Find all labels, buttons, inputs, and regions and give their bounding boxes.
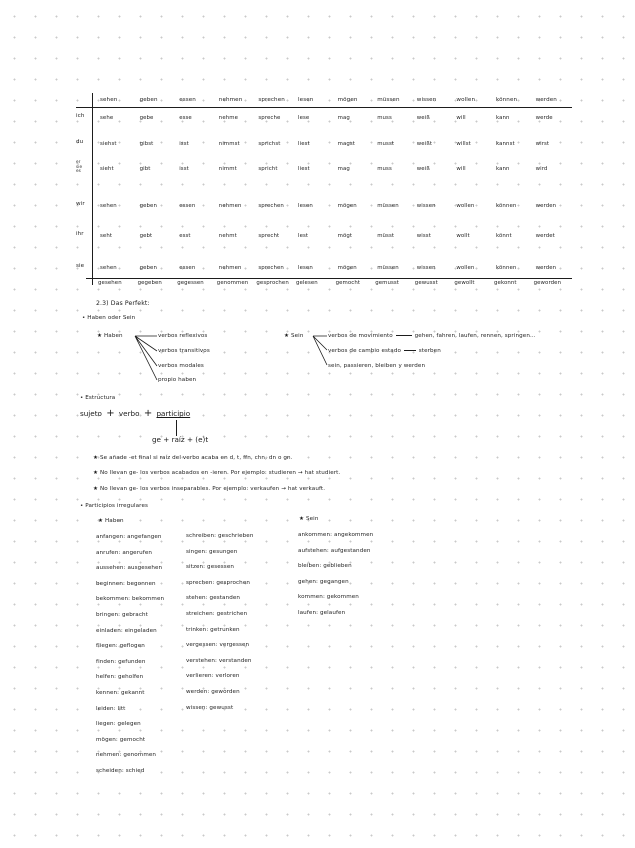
participle-cell: gelesen (296, 280, 318, 286)
table-participle-divider (86, 278, 572, 279)
irregular-participle-item: aussehen: ausgesehen (96, 565, 163, 572)
conjugation-cell: liest (298, 141, 310, 147)
verb-header: sprechen (258, 97, 285, 103)
irregular-participle-item: anrufen: angerufen (96, 549, 153, 556)
conjugation-cell: gibst (139, 141, 154, 147)
estructura-heading: • Estructura (80, 395, 116, 401)
formula-subject: sujeto (80, 409, 102, 418)
verb-header: mögen (337, 97, 358, 103)
irregular-participle-item: verstehen: verstanden (186, 657, 252, 664)
conjugation-cell: nehme (218, 115, 239, 121)
haben-branch-lines (133, 333, 163, 383)
conjugation-cell: gebe (139, 115, 154, 121)
conjugation-cell: kannst (496, 141, 515, 147)
conjugation-cell: müsst (377, 233, 395, 239)
conjugation-cell: wollen (456, 203, 475, 209)
sein-item-detail: sterben (418, 348, 441, 354)
participle-cell: geworden (533, 280, 562, 286)
conjugation-cell: muss (377, 115, 392, 121)
conjugation-cell: mag (337, 166, 350, 172)
sein-root: ★ Sein (284, 333, 304, 339)
conjugation-cell: willst (456, 141, 471, 147)
structure-note: ★ Se añade -et final si raíz del verbo acaba en d, t, ffn, chn, dn o gn. (93, 455, 293, 461)
structure-note: ★ No llevan ge- los verbos acabados en -ieren. Por ejemplo: studieren → hat studiert. (93, 470, 341, 476)
verb-header: lesen (298, 97, 314, 103)
irregular-participle-item: leiden: litt (96, 705, 126, 712)
conjugation-cell: wirst (535, 141, 550, 147)
formula-plus: + (106, 408, 115, 419)
irregular-participle-item: trinken: getrunken (186, 626, 240, 633)
irregular-participle-item: gehen: gegangen (298, 578, 349, 585)
sein-item (328, 363, 425, 369)
formula-connector (176, 420, 177, 436)
irregular-participle-item: scheiden: schied (96, 768, 145, 774)
conjugation-cell: mag (337, 115, 350, 121)
irregular-haben-label: ★ Haben (98, 518, 124, 524)
conjugation-cell: können (496, 203, 517, 209)
conjugation-cell: werdet (535, 233, 555, 239)
conjugation-cell: esst (179, 233, 191, 239)
conjugation-cell: nimmst (218, 141, 240, 147)
irregular-participle-item: sitzen: gesessen (186, 564, 235, 571)
conjugation-cell: sprichst (258, 141, 281, 147)
conjugation-cell: lest (298, 233, 309, 239)
pronoun-label: du (76, 139, 84, 145)
irregular-participle-item: aufstehen: aufgestanden (298, 547, 371, 554)
conjugation-cell: müssen (377, 203, 399, 209)
haben-sein-heading: • Haben oder Sein (82, 315, 136, 321)
conjugation-cell: isst (179, 166, 189, 172)
conjugation-cell: wissen (416, 265, 436, 271)
conjugation-cell: sprechen (258, 203, 284, 209)
haben-root: ★ Haben (97, 333, 123, 339)
conjugation-cell: lesen (298, 203, 313, 209)
table-vertical-divider (92, 93, 93, 285)
irregular-participle-item: schreiben: geschrieben (186, 533, 254, 539)
pronoun-label: ihr (76, 231, 84, 237)
conjugation-cell: nehmen (218, 203, 242, 209)
conjugation-cell: mögen (337, 203, 357, 209)
sein-item-detail: gehen, fahren, laufen, rennen, springen... (414, 333, 536, 339)
irregular-participle-item: stehen: gestanden (186, 595, 241, 602)
sein-item-label: verbos de cambio estado (328, 348, 401, 354)
verb-header: sehen (100, 97, 118, 103)
irregular-participle-item: wissen: gewusst (186, 704, 234, 711)
conjugation-cell: liest (298, 166, 310, 172)
conjugation-cell: lese (298, 115, 310, 121)
conjugation-cell: sprechen (258, 265, 284, 271)
conjugation-cell: will (456, 115, 466, 121)
conjugation-cell: wisst (416, 233, 431, 239)
participle-formula: ge + raíz + (e)t (152, 435, 209, 444)
irregular-participle-item: nehmen: genommen (96, 752, 157, 759)
irregular-sein-label: ★ Sein (299, 516, 319, 522)
conjugation-cell: mögt (337, 233, 353, 239)
participle-cell: gegessen (177, 280, 204, 286)
arrow-line (396, 335, 412, 336)
sein-item-label: sein, passieren, bleiben y werden (328, 363, 426, 369)
irregular-participle-item: fliegen: geflogen (96, 643, 145, 650)
conjugation-cell: weiß (416, 115, 430, 121)
section-title: 2.3) Das Perfekt: (96, 300, 150, 307)
conjugation-cell: lesen (298, 265, 313, 271)
conjugation-cell: werde (535, 115, 553, 121)
conjugation-cell: sehen (100, 265, 117, 271)
conjugation-cell: sehe (100, 115, 114, 121)
irregular-participle-item: liegen: gelegen (96, 721, 141, 728)
conjugation-cell: nehmt (218, 233, 237, 239)
pronoun-label: er sie es (76, 159, 83, 174)
conjugation-cell: seht (100, 233, 113, 239)
irregular-participle-item: ankommen: angekommen (298, 532, 374, 538)
sein-item-label: verbos de movimiento (328, 333, 393, 339)
verb-header: wissen (416, 97, 437, 103)
conjugation-cell: werden (535, 265, 557, 271)
structure-note: ★ No llevan ge- los verbos inseparables. Por ejemplo: verkaufen → hat verkauft. (93, 486, 326, 492)
pronoun-label: ich (76, 113, 85, 119)
conjugation-cell: weiß (416, 166, 430, 172)
irregular-participle-item: kommen: gekommen (298, 594, 359, 601)
formula-participle: participio (156, 409, 191, 418)
haben-item: verbos reflexivos (158, 333, 208, 339)
verb-header: werden (535, 97, 557, 103)
irregular-participle-item: singen: gesungen (186, 548, 238, 555)
conjugation-cell: musst (377, 141, 395, 147)
conjugation-cell: magst (337, 141, 355, 147)
conjugation-cell: weißt (416, 141, 433, 147)
irregular-participle-item: beginnen: begonnen (96, 580, 156, 587)
conjugation-cell: nehmen (218, 265, 242, 271)
participle-cell: gesehen (98, 280, 122, 286)
irregular-participle-item: streichen: gestrichen (186, 611, 248, 617)
conjugation-cell: siehst (100, 141, 117, 147)
conjugation-cell: wollen (456, 265, 475, 271)
table-header-divider (76, 107, 572, 108)
conjugation-cell: müssen (377, 265, 399, 271)
conjugation-cell: sehen (100, 203, 117, 209)
verb-header: geben (139, 97, 158, 103)
conjugation-cell: sieht (100, 166, 114, 172)
verb-header: wollen (456, 97, 476, 103)
conjugation-cell: können (496, 265, 517, 271)
conjugation-table (76, 93, 572, 289)
conjugation-cell: geben (139, 265, 157, 271)
verb-header: müssen (377, 97, 400, 103)
irregular-participle-item: werden: geworden (186, 689, 240, 695)
conjugation-cell: will (456, 166, 466, 172)
irregular-participle-item: laufen: gelaufen (298, 610, 346, 616)
conjugation-cell: essen (179, 265, 196, 271)
structure-formula (80, 408, 190, 419)
conjugation-cell: geben (139, 203, 157, 209)
conjugation-cell: wollt (456, 233, 470, 239)
participle-cell: gegeben (137, 280, 162, 286)
conjugation-cell: gibt (139, 166, 151, 172)
verb-header: können (496, 97, 518, 103)
verb-header: essen (179, 97, 196, 103)
irregular-participle-item: bekommen: bekommen (96, 596, 165, 603)
participle-cell: gesprochen (256, 280, 289, 286)
irregular-participle-item: kennen: gekannt (96, 690, 145, 696)
pronoun-label: wir (76, 201, 85, 207)
conjugation-cell: spricht (258, 166, 278, 172)
conjugation-cell: kann (496, 166, 510, 172)
haben-item: verbos modales (158, 363, 204, 369)
conjugation-cell: kann (496, 115, 510, 121)
conjugation-cell: muss (377, 166, 392, 172)
irregular-participle-item: vergessen: vergessen (186, 642, 250, 649)
irregular-participle-item: verlieren: verloren (186, 673, 240, 680)
conjugation-cell: wissen (416, 203, 436, 209)
verb-header: nehmen (218, 97, 243, 103)
conjugation-cell: essen (179, 203, 196, 209)
irregular-participle-item: helfen: geholfen (96, 674, 144, 681)
conjugation-cell: sprecht (258, 233, 280, 239)
conjugation-cell: esse (179, 115, 192, 121)
formula-verb: verbo (118, 409, 140, 418)
participle-cell: gewollt (454, 280, 475, 286)
participle-cell: genommen (216, 280, 249, 286)
conjugation-cell: nimmt (218, 166, 237, 172)
irregular-participle-item: mögen: gemocht (96, 736, 146, 743)
conjugation-cell: könnt (496, 233, 512, 239)
irregular-participle-item: bringen: gebracht (96, 612, 148, 618)
irregular-participle-item: sprechen: gesprochen (186, 579, 251, 586)
irregular-heading: • Participios irregulares (80, 503, 149, 509)
irregular-participle-item: finden: gefunden (96, 658, 146, 665)
haben-item: propio haben (158, 377, 197, 383)
sein-item (328, 333, 536, 339)
sein-item (328, 348, 441, 354)
conjugation-cell: mögen (337, 265, 357, 271)
irregular-participle-item: bleiben: geblieben (298, 563, 352, 570)
haben-item: verbos transitivos (158, 348, 210, 354)
formula-plus: + (143, 408, 153, 419)
conjugation-cell: spreche (258, 115, 281, 121)
arrow-line (404, 350, 416, 351)
participle-cell: gewusst (414, 280, 438, 286)
participle-cell: gemocht (335, 280, 361, 286)
irregular-participle-item: anfangen: angefangen (96, 534, 162, 540)
conjugation-cell: isst (179, 141, 189, 147)
participle-cell: gemusst (375, 280, 400, 286)
conjugation-cell: gebt (139, 233, 153, 239)
irregular-participle-item: einladen: eingeladen (96, 627, 157, 634)
pronoun-label: sie (76, 263, 85, 269)
conjugation-cell: werden (535, 203, 557, 209)
conjugation-cell: wird (535, 166, 548, 172)
participle-cell: gekonnt (494, 280, 517, 286)
